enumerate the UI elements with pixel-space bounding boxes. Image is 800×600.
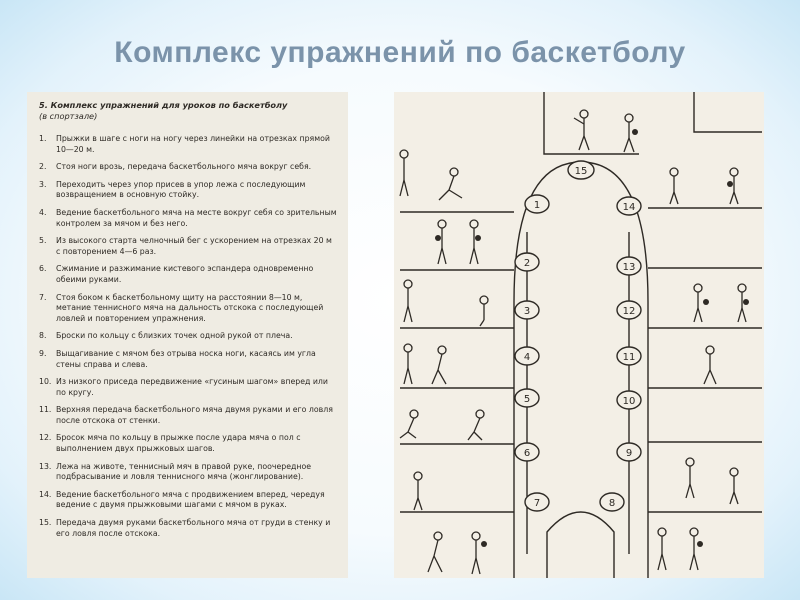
- list-item: [39, 405, 338, 426]
- list-subheading: (в спортзале): [39, 111, 98, 121]
- circuit-diagram-drawing: [394, 92, 764, 578]
- item-number: 12.: [39, 433, 52, 443]
- stick-figure: [400, 150, 408, 196]
- station-marker: [617, 347, 641, 365]
- stick-figure: [574, 110, 589, 150]
- balls: [435, 129, 749, 547]
- item-number: 4.: [39, 207, 47, 217]
- stick-figure: [428, 532, 442, 572]
- station-number: 14: [622, 202, 636, 213]
- station-number: 12: [622, 306, 636, 317]
- track-inner: [547, 512, 614, 578]
- station-number: 15: [574, 166, 588, 177]
- station-number: 9: [625, 448, 633, 459]
- stick-figure: [670, 168, 678, 204]
- stick-figure: [404, 344, 412, 384]
- stick-figure: [730, 468, 738, 504]
- station-marker: [617, 301, 641, 319]
- station-number: 4: [523, 352, 531, 363]
- item-text: Броски по кольцу с близких точек одной рукой от плеча.: [56, 331, 293, 341]
- station-marker: [515, 253, 539, 271]
- stick-figure: [480, 296, 488, 326]
- station-marker: [617, 443, 641, 461]
- station-marker: [515, 389, 539, 407]
- station-number: 10: [622, 396, 636, 407]
- item-text: Верхняя передача баскетбольного мяча двумя руками и его ловля после отскока от стенки.: [56, 405, 333, 425]
- stick-figure: [432, 346, 446, 384]
- item-number: 6.: [39, 264, 47, 274]
- station-number: 8: [608, 498, 616, 509]
- stick-figure: [686, 458, 694, 498]
- stick-figure: [704, 346, 716, 384]
- stick-figure: [404, 280, 412, 322]
- item-text: Стоя боком к баскетбольному щиту на расстоянии 8—10 м, метание теннисного мяча на дальность отскока с последующей ловлей и повторением упражнения.: [56, 292, 324, 323]
- station-number: 5: [523, 394, 531, 405]
- item-text: Ведение баскетбольного мяча на месте вокруг себя со зрительным контролем за мячом и без него.: [56, 207, 337, 228]
- list-item: [39, 236, 338, 257]
- station-marker: [515, 301, 539, 319]
- station-marker: [600, 493, 624, 511]
- slide-title: Комплекс упражнений по баскетболу: [114, 36, 686, 69]
- list-item: [39, 377, 338, 398]
- item-number: 13.: [39, 461, 52, 471]
- item-text: Лежа на животе, теннисный мяч в правой руке, поочередное подбрасывание и ловля теннисного мяча (жонглирование).: [56, 461, 312, 482]
- list-heading: 5. Комплекс упражнений для уроков по баскетболу: [39, 100, 288, 110]
- station-number: 11: [622, 352, 636, 363]
- stick-figure: [439, 168, 462, 200]
- item-text: Прыжки в шаге с ноги на ногу через линейки на отрезках прямой 10—20 м.: [56, 134, 330, 154]
- list-item: [39, 433, 338, 454]
- list-item: [39, 264, 338, 285]
- item-text: Переходить через упор присев в упор лежа с последующим возвращением в основную стойку.: [56, 179, 306, 200]
- stick-figure: [414, 472, 422, 510]
- item-number: 14.: [39, 489, 52, 499]
- item-text: Выщагивание с мячом без отрыва носка ноги, касаясь им угла стены справа и слева.: [56, 348, 316, 369]
- item-text: Сжимание и разжимание кистевого эспандера одновременно обеими руками.: [56, 264, 314, 284]
- list-item: [39, 490, 338, 511]
- item-text: Бросок мяча по кольцу в прыжке после удара мяча о пол с выполнением двух прыжковых шагов.: [56, 433, 301, 454]
- list-item: [39, 518, 338, 539]
- station-marker: [515, 443, 539, 461]
- stick-figure: [472, 532, 480, 574]
- item-number: 1.: [39, 134, 47, 143]
- stick-figure: [438, 220, 446, 264]
- item-text: Передача двумя руками баскетбольного мяча от груди в стенку и его ловля после отскока.: [56, 518, 331, 538]
- station-marker: [525, 195, 549, 213]
- list-item: [39, 208, 338, 229]
- item-number: 15.: [39, 518, 52, 528]
- item-number: 7.: [39, 292, 47, 302]
- list-item: [39, 349, 338, 370]
- station-marker: [568, 161, 594, 179]
- station-number: 13: [622, 262, 636, 273]
- station-number: 3: [523, 306, 531, 317]
- list-item: [39, 134, 338, 155]
- station-marker: [617, 391, 641, 409]
- station-number: 6: [523, 448, 531, 459]
- station-marker: [525, 493, 549, 511]
- item-number: 3.: [39, 179, 47, 189]
- stick-figure: [658, 528, 666, 570]
- item-number: 10.: [39, 377, 52, 387]
- item-number: 5.: [39, 236, 47, 246]
- item-text: Ведение баскетбольного мяча с продвижением вперед, чередуя ведение с двумя прыжковыми шагами с мячом в руках.: [56, 489, 325, 510]
- item-number: 8.: [39, 331, 47, 341]
- exercise-list: [39, 134, 338, 539]
- station-marker: [617, 257, 641, 275]
- stick-figure: [470, 220, 478, 264]
- item-text: Из высокого старта челночный бег с ускорением на отрезках 20 м с повторением 4—6 раз.: [56, 236, 332, 256]
- station-number: 2: [523, 258, 531, 269]
- item-number: 2.: [39, 162, 47, 172]
- stick-figure: [468, 410, 484, 440]
- station-marker: [617, 197, 641, 215]
- exercise-list-panel: [27, 92, 348, 578]
- track-outer: [514, 162, 648, 578]
- stick-figure: [694, 284, 702, 322]
- item-number: 9.: [39, 348, 47, 358]
- station-number: 7: [533, 498, 541, 509]
- list-item: [39, 293, 338, 325]
- station-marker: [515, 347, 539, 365]
- list-item: [39, 331, 338, 342]
- item-text: Стоя ноги врозь, передача баскетбольного мяча вокруг себя.: [56, 162, 312, 172]
- list-item: [39, 180, 338, 201]
- circuit-diagram: [394, 92, 764, 578]
- list-item: [39, 462, 338, 483]
- item-text: Из низкого приседа передвижение «гусиным шагом» вперед или по кругу.: [56, 377, 328, 397]
- list-item: [39, 162, 338, 173]
- station-number: 1: [533, 200, 541, 211]
- stick-figure: [400, 410, 418, 438]
- stick-figure: [690, 528, 698, 570]
- item-number: 11.: [39, 405, 52, 415]
